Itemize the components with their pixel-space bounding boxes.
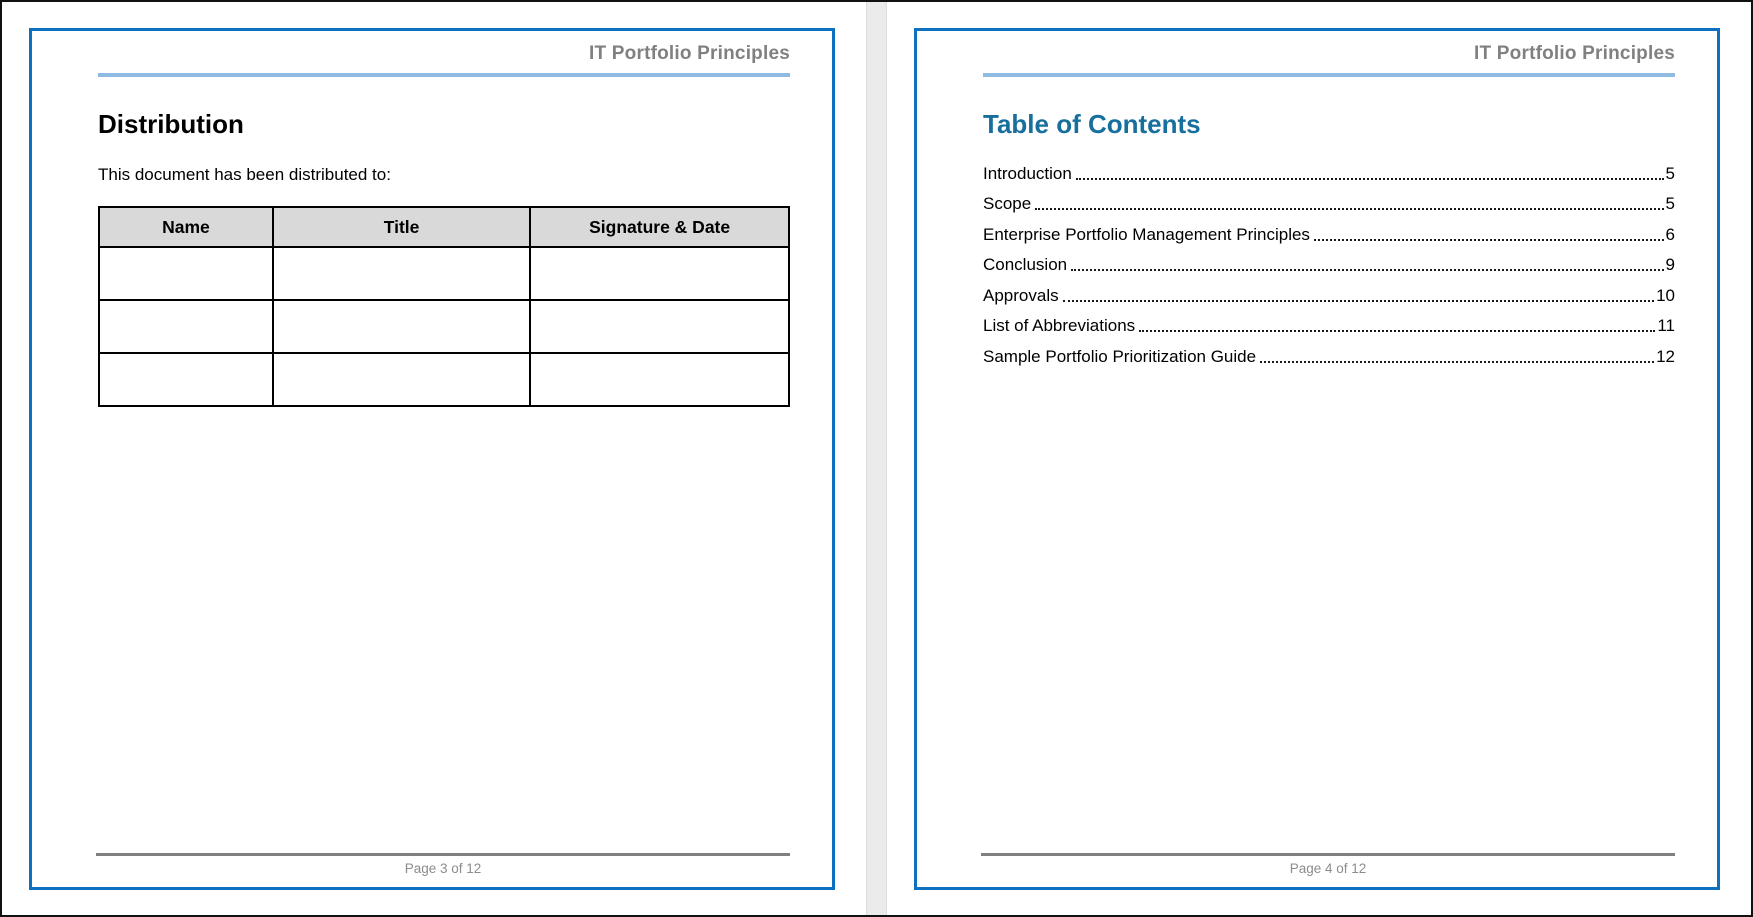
table-cell[interactable]	[530, 247, 789, 300]
page-3-running-header	[98, 43, 790, 77]
header-title: IT Portfolio Principles	[1474, 43, 1675, 64]
table-cell[interactable]	[530, 300, 789, 353]
toc-entry-conclusion[interactable]	[983, 248, 1675, 279]
table-header-signature-date: Signature & Date	[530, 207, 789, 247]
table-row	[99, 353, 789, 406]
toc-dot-leader	[1076, 178, 1664, 180]
document-page-4	[887, 2, 1751, 915]
page-number-label: Page 4 of 12	[1289, 861, 1367, 876]
page-number-label: Page 3 of 12	[404, 861, 482, 876]
toc-dot-leader	[1063, 300, 1654, 302]
table-cell[interactable]	[99, 247, 273, 300]
toc-entry-list-of-abbreviations[interactable]	[983, 309, 1675, 340]
toc-page-number: 5	[1665, 163, 1675, 183]
toc-page-number: 11	[1657, 316, 1675, 335]
toc-page-number: 5	[1665, 194, 1675, 213]
table-cell[interactable]	[273, 247, 530, 300]
distribution-table	[98, 206, 790, 407]
toc-entry-sample-portfolio-prioritization-guide[interactable]	[983, 339, 1675, 370]
table-header-row	[99, 207, 789, 247]
toc-dot-leader	[1035, 208, 1663, 210]
toc-label: Enterprise Portfolio Management Principles	[983, 224, 1310, 244]
distribution-intro: This document has been distributed to:	[98, 165, 391, 184]
table-cell[interactable]	[99, 300, 273, 353]
toc-dot-leader	[1260, 361, 1654, 363]
table-cell[interactable]	[99, 353, 273, 406]
table-cell[interactable]	[530, 353, 789, 406]
toc-label: Conclusion	[983, 255, 1068, 274]
toc-dot-leader	[1071, 269, 1663, 271]
toc-page-number: 12	[1656, 346, 1675, 366]
table-row	[99, 300, 789, 353]
toc-list	[983, 156, 1675, 370]
table-header-title: Title	[273, 207, 530, 247]
table-row	[99, 247, 789, 300]
toc-dot-leader	[1139, 330, 1655, 332]
page-4-footer	[981, 853, 1675, 876]
page-3-sheet	[29, 28, 835, 890]
header-title: IT Portfolio Principles	[589, 43, 790, 64]
table-cell[interactable]	[273, 300, 530, 353]
toc-heading: Table of Contents	[983, 109, 1201, 139]
distribution-heading: Distribution	[98, 109, 244, 139]
page-4-sheet	[914, 28, 1720, 890]
page-4-running-header	[983, 43, 1675, 77]
pages-gap	[866, 2, 887, 915]
toc-entry-introduction[interactable]	[983, 156, 1675, 187]
toc-entry-approvals[interactable]	[983, 278, 1675, 309]
toc-label: Approvals	[983, 285, 1059, 305]
footer-rule	[981, 853, 1675, 856]
page-3-footer	[96, 853, 790, 876]
toc-page-number: 10	[1656, 285, 1675, 305]
footer-rule	[96, 853, 790, 856]
table-cell[interactable]	[273, 353, 530, 406]
toc-label: Scope	[983, 194, 1032, 213]
toc-label: List of Abbreviations	[983, 316, 1136, 335]
document-page-3	[2, 2, 866, 915]
toc-dot-leader	[1314, 239, 1664, 241]
table-header-name: Name	[99, 207, 273, 247]
toc-entry-scope[interactable]	[983, 187, 1675, 218]
toc-entry-enterprise-portfolio-management-principles[interactable]	[983, 217, 1675, 248]
toc-label: Sample Portfolio Prioritization Guide	[983, 346, 1257, 366]
toc-page-number: 9	[1665, 255, 1675, 274]
toc-label: Introduction	[983, 163, 1072, 183]
toc-page-number: 6	[1665, 224, 1675, 244]
